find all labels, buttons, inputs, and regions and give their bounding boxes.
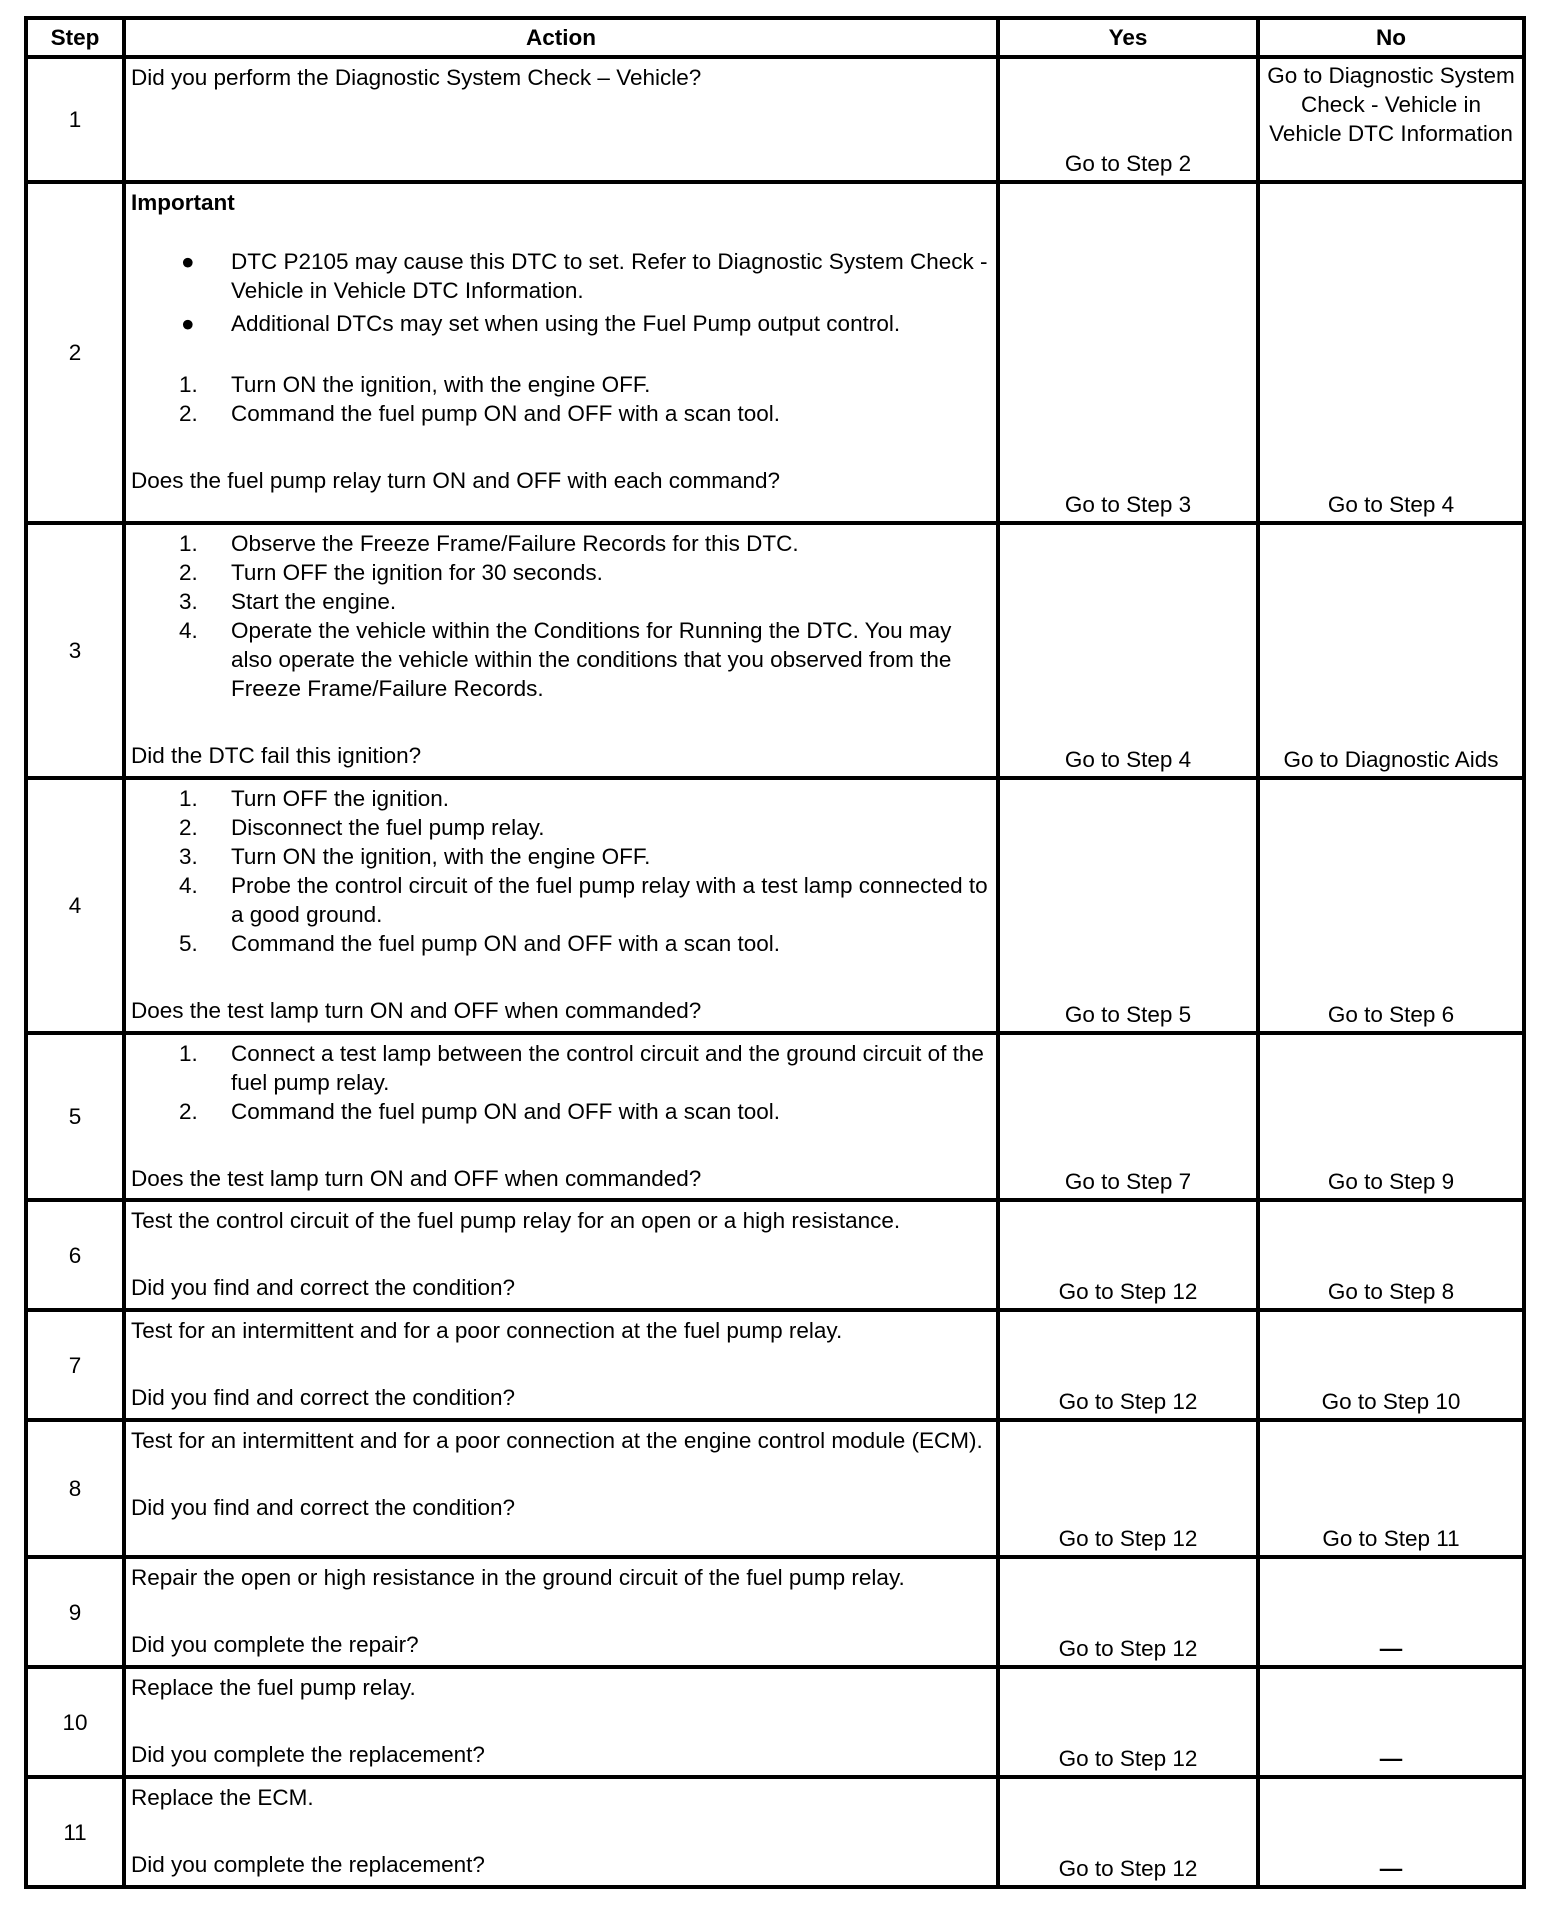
step-number: 2	[26, 182, 124, 523]
question-text: Did you find and correct the condition?	[131, 1385, 515, 1410]
list-item: ● DTC P2105 may cause this DTC to set. Refer to Diagnostic System Check - Vehicle in Vehicle DTC Information.	[181, 249, 988, 303]
table-row	[26, 523, 1524, 778]
action-text: Replace the ECM.	[131, 1785, 314, 1810]
question-text: Does the test lamp turn ON and OFF when commanded?	[131, 998, 702, 1023]
question-text: Did the DTC fail this ignition?	[131, 743, 422, 768]
yes-cell: Go to Step 12	[998, 1310, 1258, 1420]
action-cell	[124, 778, 998, 1033]
action-cell	[124, 1310, 998, 1420]
list-item: 3. Start the engine.	[179, 589, 397, 614]
header-yes: Yes	[998, 18, 1258, 57]
step-number: 11	[26, 1777, 124, 1887]
action-cell	[124, 1033, 998, 1200]
question-text: Did you find and correct the condition?	[131, 1275, 515, 1300]
list-item: 4. Probe the control circuit of the fuel pump relay with a test lamp connected to a good ground.	[179, 873, 988, 927]
bullet-icon: ●	[181, 311, 195, 336]
no-cell: Go to Diagnostic Aids	[1258, 523, 1524, 778]
step-number: 3	[26, 523, 124, 778]
list-item: ● Additional DTCs may set when using the Fuel Pump output control.	[181, 311, 901, 336]
step-number: 4	[26, 778, 124, 1033]
no-cell: Go to Step 4	[1258, 182, 1524, 523]
no-cell: Go to Step 10	[1258, 1310, 1524, 1420]
step-number: 1	[26, 57, 124, 182]
no-cell: Go to Diagnostic System Check - Vehicle in Vehicle DTC Information	[1258, 57, 1524, 182]
bullet-icon: ●	[181, 249, 195, 274]
table-row	[26, 1667, 1524, 1777]
action-cell	[124, 1667, 998, 1777]
step-number: 9	[26, 1557, 124, 1667]
numbered-steps	[131, 529, 992, 703]
action-cell	[124, 1200, 998, 1310]
list-item: 3. Turn ON the ignition, with the engine OFF.	[179, 844, 651, 869]
list-item: 2. Command the fuel pump ON and OFF with a scan tool.	[179, 1099, 780, 1124]
list-item: 1. Turn ON the ignition, with the engine OFF.	[179, 372, 651, 397]
question-text: Does the test lamp turn ON and OFF when commanded?	[131, 1166, 702, 1191]
question-text: Did you complete the repair?	[131, 1632, 419, 1657]
header-row	[26, 18, 1524, 57]
no-cell: —	[1258, 1777, 1524, 1887]
step-number: 6	[26, 1200, 124, 1310]
table-row	[26, 1557, 1524, 1667]
list-item: 1. Observe the Freeze Frame/Failure Records for this DTC.	[179, 531, 799, 556]
question-text: Does the fuel pump relay turn ON and OFF with each command?	[131, 468, 781, 493]
table-row	[26, 1200, 1524, 1310]
step-number: 5	[26, 1033, 124, 1200]
step-number: 10	[26, 1667, 124, 1777]
action-text: Test for an intermittent and for a poor connection at the engine control module (ECM).	[131, 1428, 983, 1453]
table-row	[26, 1310, 1524, 1420]
table-row	[26, 182, 1524, 523]
diagnostic-table	[24, 16, 1526, 1889]
header-action: Action	[124, 18, 998, 57]
no-cell: —	[1258, 1557, 1524, 1667]
numbered-steps	[131, 784, 992, 958]
action-cell	[124, 523, 998, 778]
important-bullets	[131, 247, 992, 338]
action-text: Replace the fuel pump relay.	[131, 1675, 416, 1700]
action-text: Test the control circuit of the fuel pump relay for an open or a high resistance.	[131, 1208, 901, 1233]
no-cell: Go to Step 6	[1258, 778, 1524, 1033]
yes-cell: Go to Step 12	[998, 1557, 1258, 1667]
no-cell: Go to Step 11	[1258, 1420, 1524, 1557]
yes-cell: Go to Step 3	[998, 182, 1258, 523]
table-row	[26, 1033, 1524, 1200]
action-cell	[124, 182, 998, 523]
step-number: 7	[26, 1310, 124, 1420]
table-row	[26, 1777, 1524, 1887]
question-text: Did you complete the replacement?	[131, 1742, 485, 1767]
table-row	[26, 778, 1524, 1033]
action-cell	[124, 1557, 998, 1667]
list-item: 4. Operate the vehicle within the Conditions for Running the DTC. You may also operate the vehicle within the conditions that you observed from the Freeze Frame/Failure Records.	[179, 618, 952, 701]
table-row	[26, 57, 1524, 182]
list-item: 2. Command the fuel pump ON and OFF with a scan tool.	[179, 401, 780, 426]
header-step: Step	[26, 18, 124, 57]
no-cell: —	[1258, 1667, 1524, 1777]
yes-cell: Go to Step 2	[998, 57, 1258, 182]
question-text: Did you find and correct the condition?	[131, 1495, 515, 1520]
header-no: No	[1258, 18, 1524, 57]
action-cell	[124, 1420, 998, 1557]
yes-cell: Go to Step 5	[998, 778, 1258, 1033]
numbered-steps	[131, 1039, 992, 1126]
step-number: 8	[26, 1420, 124, 1557]
yes-cell: Go to Step 7	[998, 1033, 1258, 1200]
yes-cell: Go to Step 12	[998, 1200, 1258, 1310]
yes-cell: Go to Step 12	[998, 1420, 1258, 1557]
question-text: Did you complete the replacement?	[131, 1852, 485, 1877]
numbered-steps	[131, 370, 992, 428]
list-item: 1. Turn OFF the ignition.	[179, 786, 450, 811]
list-item: 1. Connect a test lamp between the control circuit and the ground circuit of the fuel pump relay.	[179, 1041, 984, 1095]
question-text: Did you perform the Diagnostic System Check – Vehicle?	[131, 65, 702, 90]
list-item: 2. Disconnect the fuel pump relay.	[179, 815, 545, 840]
action-text: Test for an intermittent and for a poor connection at the fuel pump relay.	[131, 1318, 843, 1343]
important-label: Important	[131, 190, 235, 215]
action-cell	[124, 1777, 998, 1887]
table-row	[26, 1420, 1524, 1557]
yes-cell: Go to Step 12	[998, 1777, 1258, 1887]
yes-cell: Go to Step 12	[998, 1667, 1258, 1777]
no-cell: Go to Step 8	[1258, 1200, 1524, 1310]
list-item: 5. Command the fuel pump ON and OFF with a scan tool.	[179, 931, 780, 956]
action-text: Repair the open or high resistance in the ground circuit of the fuel pump relay.	[131, 1565, 905, 1590]
yes-cell: Go to Step 4	[998, 523, 1258, 778]
list-item: 2. Turn OFF the ignition for 30 seconds.	[179, 560, 603, 585]
action-cell	[124, 57, 998, 182]
no-cell: Go to Step 9	[1258, 1033, 1524, 1200]
